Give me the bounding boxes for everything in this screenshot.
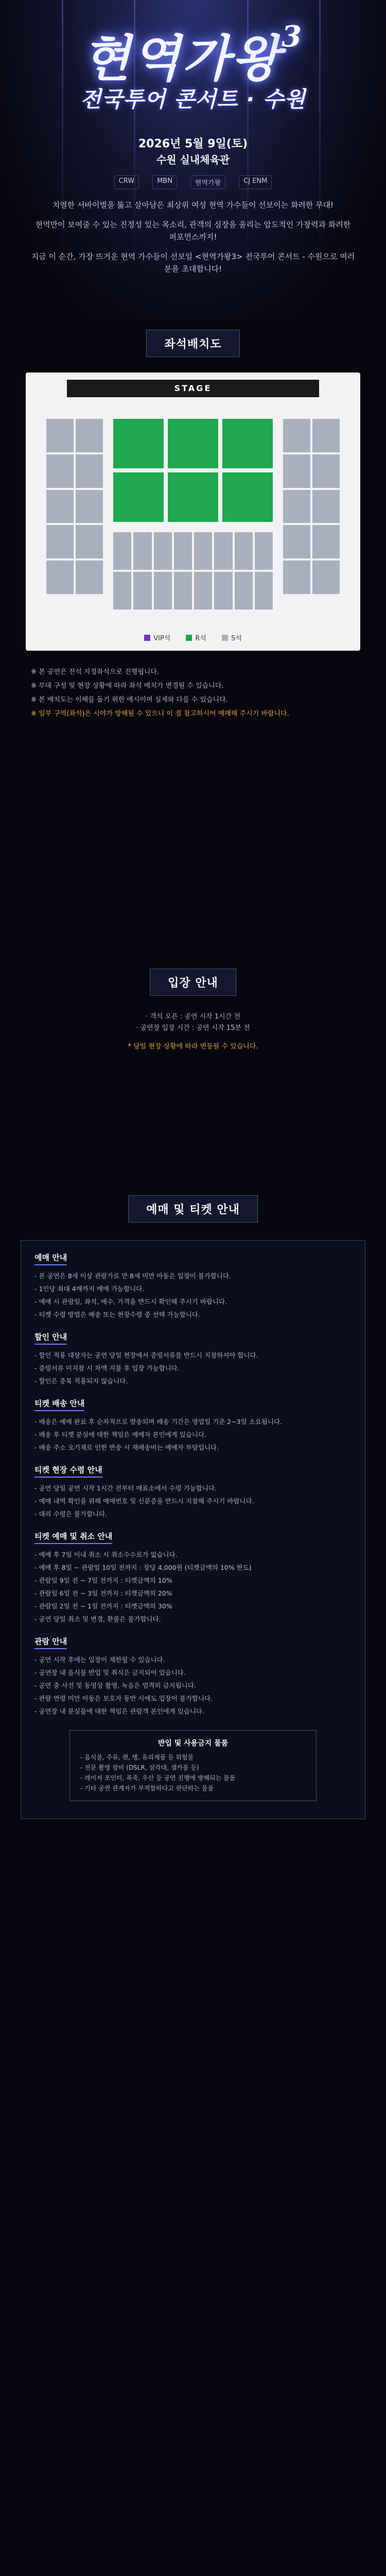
ticket-section — [0, 1195, 386, 1819]
info-line: - 관람 연령 미만 아동은 보호자 동반 시에도 입장이 불가합니다. — [34, 1694, 213, 1702]
info-block — [34, 1252, 352, 1320]
seat-legend — [26, 633, 360, 642]
info-block — [34, 1398, 352, 1453]
section-heading: 예매 및 티켓 안내 — [128, 1195, 258, 1223]
info-block — [34, 1636, 352, 1717]
event-venue: 수원 실내체육관 — [156, 154, 230, 166]
right-stands — [283, 419, 340, 594]
info-block-title: 티켓 현장 수령 안내 — [34, 1464, 102, 1478]
prohibited-items-box — [69, 1730, 317, 1801]
info-line: - 증빙서류 미지참 시 차액 지불 후 입장 가능합니다. — [34, 1364, 180, 1372]
legend-item: VIP석 — [144, 633, 170, 642]
info-line: - 배송 주소 오기재로 인한 반송 시 재배송비는 예매자 부담입니다. — [34, 1444, 219, 1451]
event-date: 2026년 5월 9일(토) — [138, 138, 248, 150]
entry-line: · 객석 오픈 : 공연 시작 1시간 전 — [146, 1013, 240, 1021]
seat-note: ※ 본 공연은 전석 지정좌석으로 진행됩니다. — [31, 668, 160, 676]
info-line: - 1인당 최대 4매까지 예매 가능합니다. — [34, 1285, 145, 1293]
sponsor-logo: CRW — [114, 175, 139, 189]
intro-paragraph: 현역만이 보여줄 수 있는 진정성 있는 목소리, 관객의 심장을 울리는 압도적인 가창력과 화려한 퍼포먼스까지! — [35, 220, 351, 242]
info-line: - 할인 적용 대상자는 공연 당일 현장에서 증빙서류를 반드시 지참하셔야 합니다. — [34, 1351, 258, 1359]
info-line: - 배송은 예매 완료 후 순차적으로 발송되며 배송 기간은 영업일 기준 2~3일 소요됩니다. — [34, 1418, 283, 1426]
info-block — [34, 1331, 352, 1386]
hero-poster — [0, 0, 386, 319]
prohibited-item: - 음식물, 주류, 캔, 병, 유리제품 등 위험물 — [80, 1754, 194, 1761]
event-subtitle: 전국투어 콘서트 · 수원 — [80, 87, 306, 112]
seat-note: ※ 본 배치도는 이해를 돕기 위한 예시이며 실제와 다를 수 있습니다. — [31, 696, 228, 704]
info-line: - 배송 후 티켓 분실에 대한 책임은 예매자 본인에게 있습니다. — [34, 1431, 207, 1438]
legend-item: R석 — [186, 633, 206, 642]
info-line: - 예매 후 7일 이내 취소 시 취소수수료가 없습니다. — [34, 1551, 178, 1558]
info-line: - 공연 시작 후에는 입장이 제한될 수 있습니다. — [34, 1656, 165, 1664]
intro-paragraph: 지금 이 순간, 가장 뜨거운 현역 가수들이 선보일 <현역가왕3> 전국투어 콘서트 - 수원으로 여러분을 초대합니다! — [31, 252, 355, 274]
entry-section — [0, 969, 386, 1053]
info-line: - 공연 당일 취소 및 변경, 환불은 불가합니다. — [34, 1615, 161, 1623]
info-line: - 관람일 2일 전 ~ 1일 전까지 : 티켓금액의 30% — [34, 1602, 172, 1610]
info-line: - 예매 후 8일 ~ 관람일 10일 전까지 : 장당 4,000원 (티켓금액의 10% 한도) — [34, 1564, 252, 1571]
prohibited-title: 반입 및 사용금지 물품 — [157, 1739, 229, 1748]
entry-body — [31, 1011, 355, 1053]
info-block-title: 할인 안내 — [34, 1331, 67, 1345]
seat-note: ※ 무대 구성 및 현장 상황에 따라 좌석 배치가 변경될 수 있습니다. — [31, 682, 224, 690]
entry-line: · 공연장 입장 시간 : 공연 시작 15분 전 — [136, 1024, 250, 1032]
info-line: - 티켓 수령 방법은 배송 또는 현장수령 중 선택 가능합니다. — [34, 1311, 200, 1318]
info-block — [34, 1464, 352, 1519]
seat-note: ※ 일부 구역(좌석)은 시야가 방해될 수 있으니 이 점 참고하시어 예매해 주시기 바랍니다. — [31, 710, 289, 718]
info-line: - 공연 중 사진 및 동영상 촬영, 녹음은 엄격히 금지됩니다. — [34, 1682, 196, 1689]
left-stands — [46, 419, 103, 594]
floor-seats — [113, 419, 273, 522]
info-line: - 공연장 내 음식물 반입 및 취식은 금지되어 있습니다. — [34, 1669, 186, 1676]
info-block-title: 티켓 예매 및 취소 안내 — [34, 1531, 112, 1544]
info-block-title: 예매 안내 — [34, 1252, 67, 1265]
ticket-info-box — [21, 1240, 365, 1819]
info-line: - 예매 내역 확인을 위해 예매번호 및 신분증을 반드시 지참해 주시기 바랍니다. — [34, 1497, 254, 1505]
section-heading: 입장 안내 — [150, 969, 236, 996]
prohibited-item: - 레이저 포인터, 폭죽, 우산 등 공연 진행에 방해되는 물품 — [80, 1774, 236, 1782]
seat-section — [0, 330, 386, 722]
sponsor-logo: MBN — [152, 175, 177, 189]
info-line: - 본 공연은 8세 이상 관람가로 만 8세 미만 아동은 입장이 불가합니다. — [34, 1272, 232, 1280]
info-block-title: 티켓 배송 안내 — [34, 1398, 84, 1411]
info-line: - 예매 시 관람일, 좌석, 매수, 가격을 반드시 확인해 주시기 바랍니다. — [34, 1298, 227, 1306]
back-stands — [113, 532, 273, 609]
prohibited-item: - 전문 촬영 장비 (DSLR, 삼각대, 셀카봉 등) — [80, 1764, 199, 1771]
sponsor-logos — [0, 175, 386, 189]
info-line: - 공연 당일 공연 시작 1시간 전부터 매표소에서 수령 가능합니다. — [34, 1484, 217, 1492]
info-line: - 관람일 6일 전 ~ 3일 전까지 : 티켓금액의 20% — [34, 1589, 172, 1597]
event-title: 현역가왕$^3$ — [82, 20, 304, 88]
section-heading: 좌석배치도 — [146, 330, 239, 357]
entry-note: * 당일 현장 상황에 따라 변동될 수 있습니다. — [128, 1043, 258, 1050]
info-line: - 공연장 내 분실물에 대한 책임은 관람객 본인에게 있습니다. — [34, 1707, 205, 1715]
seat-notes — [31, 666, 355, 720]
sponsor-logo: CJ ENM — [239, 175, 272, 189]
sponsor-logo: 현역가왕 — [190, 175, 225, 189]
legend-item: S석 — [222, 633, 242, 642]
info-line: - 대리 수령은 불가합니다. — [34, 1510, 108, 1518]
intro-text — [31, 199, 355, 282]
info-line: - 할인은 중복 적용되지 않습니다. — [34, 1377, 128, 1385]
seat-map — [26, 372, 360, 651]
info-block-title: 관람 안내 — [34, 1636, 67, 1649]
stage-label: STAGE — [67, 380, 319, 397]
intro-paragraph: 치열한 서바이벌을 뚫고 살아남은 최상위 여성 현역 가수들이 선보이는 화려한 무대! — [52, 200, 334, 210]
info-block — [34, 1531, 352, 1624]
info-line: - 관람일 9일 전 ~ 7일 전까지 : 티켓금액의 10% — [34, 1577, 172, 1584]
prohibited-item: - 기타 공연 관계자가 부적합하다고 판단하는 물품 — [80, 1785, 214, 1792]
